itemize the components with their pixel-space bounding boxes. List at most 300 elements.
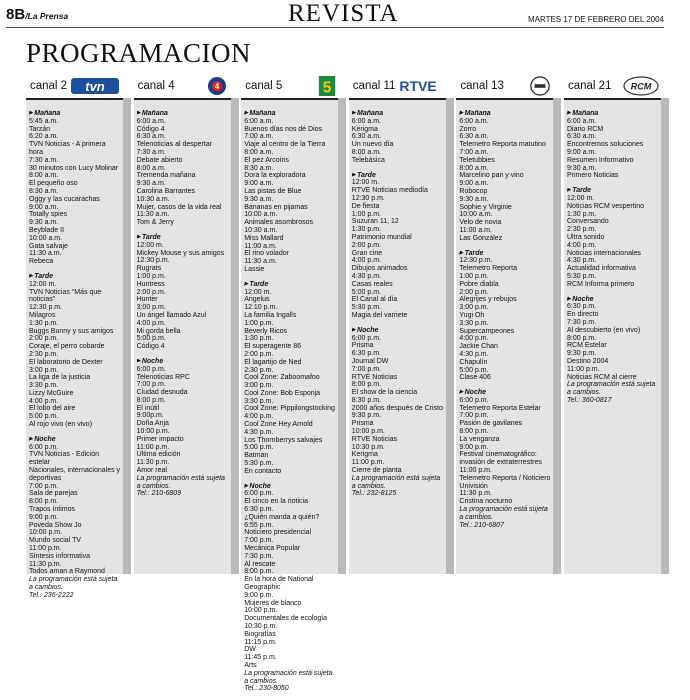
- schedule-line: 7:00 p.m.: [136, 381, 166, 389]
- schedule-line: 8:00 p.m.: [136, 396, 166, 404]
- schedule-line: 6:30 p.m.: [351, 350, 381, 358]
- schedule-line: 12:00 m.: [29, 280, 57, 288]
- schedule-line: 9:00 p.m.: [29, 513, 59, 521]
- schedule-line: Magia del varriete: [351, 311, 408, 319]
- time-block: [137, 234, 229, 351]
- schedule-line: 6:30 a.m.: [567, 133, 597, 141]
- channel-phone: Tel.: 360-0817: [567, 396, 612, 404]
- schedule-line: Documentales de ecología: [244, 615, 328, 623]
- schedule-line: Jackie Chan: [459, 343, 498, 351]
- schedule-line: 3:30 p.m.: [29, 382, 59, 390]
- schedule-line: 5:00 p.m.: [244, 444, 274, 452]
- schedule-line: Casas reales: [351, 280, 393, 288]
- schedule-line: Al descubierto (en vivo): [567, 326, 641, 334]
- schedule-line: Amor real: [136, 467, 167, 475]
- time-block: [459, 389, 551, 529]
- schedule-line: Beverly Ricos: [244, 327, 287, 335]
- schedule-line: 11:00 a.m.: [459, 226, 492, 234]
- block-title: ▶ Noche: [459, 389, 551, 397]
- schedule-line: Actualidad informativa: [567, 265, 636, 273]
- schedule-line: 30 minutos con Lucy Molinar: [29, 164, 119, 172]
- schedule-line: 9:00 a.m.: [459, 180, 489, 188]
- schedule-line: Telenoticias al despertar: [136, 141, 213, 149]
- page-number: [6, 6, 68, 23]
- schedule-line: El laboratorio de Dexter: [29, 358, 103, 366]
- schedule-line: Las González: [459, 234, 503, 242]
- schedule-line: 4:00 p.m.: [459, 335, 489, 343]
- schedule-line: Kerigma: [351, 451, 378, 459]
- schedule-line: 11:00 p.m.: [29, 545, 62, 553]
- column-gutter: [661, 98, 669, 574]
- channel-header: [456, 74, 553, 100]
- schedule-line: Noticias RCM al cierre: [567, 373, 637, 381]
- block-title: ▶ Tarde: [29, 273, 121, 281]
- schedule-line: 2:30 p.m.: [244, 366, 274, 374]
- schedule-line: 4:00 p.m.: [567, 241, 597, 249]
- channel-phone: Tel.: 210-6809: [136, 490, 182, 498]
- schedule-line: RTVE Noticias: [351, 373, 398, 381]
- schedule-line: Telemetro Reporta Estelar: [459, 404, 541, 412]
- schedule-line: Festival cinematográfico: invasión de extraterrestres: [459, 451, 542, 467]
- channel-name: canal 2: [30, 80, 68, 92]
- schedule-line: Cool Zone: Zaboomafoo: [244, 374, 320, 382]
- schedule-line: 6:30 p.m.: [567, 303, 597, 311]
- block-title: ▶ Mañana: [567, 110, 659, 118]
- schedule-line: Oggy y las cucarachas: [29, 195, 100, 203]
- schedule-note: La programación está sujeta a cambios.: [136, 474, 225, 490]
- time-block: [244, 110, 336, 274]
- schedule-line: 5:30 p.m.: [567, 272, 597, 280]
- schedule-line: 10:30 a.m.: [136, 195, 170, 203]
- schedule-line: Telemetro Reporta: [459, 265, 517, 273]
- schedule-line: Mickey Mouse y sus amigos: [136, 249, 225, 257]
- schedule-line: 11:00 p.m.: [567, 365, 600, 373]
- schedule-line: 8:00 p.m.: [351, 381, 381, 389]
- schedule-list: [352, 110, 444, 505]
- schedule-line: Journal DW: [351, 357, 389, 365]
- schedule-line: RTVE Noticias: [351, 435, 398, 443]
- schedule-line: 12:00 m.: [136, 241, 164, 249]
- channel-header: [134, 74, 231, 100]
- channel-name: canal 4: [137, 80, 175, 92]
- schedule-line: Zorro: [459, 125, 477, 133]
- schedule-line: 9:00 p.m.: [459, 443, 489, 451]
- schedule-line: Destino 2004: [567, 357, 609, 365]
- schedule-line: El lobo del aire: [29, 405, 76, 413]
- schedule-line: 10:00 a.m.: [459, 211, 493, 219]
- schedule-line: 6:00 p.m.: [244, 490, 274, 498]
- schedule-line: Mi gorda bella: [136, 327, 181, 335]
- schedule-line: Pobre diabla: [459, 280, 499, 288]
- schedule-line: Viaje al centro de la Tierra: [244, 141, 326, 149]
- schedule-line: 11:30 p.m.: [29, 560, 62, 568]
- channel-header: [564, 74, 661, 100]
- schedule-line: 8:00 a.m.: [29, 172, 59, 180]
- schedule-line: Buggs Bunny y sus amigos: [29, 327, 114, 335]
- schedule-line: La liga de la justicia: [29, 374, 91, 382]
- schedule-note: La programación está sujeta a cambios.: [459, 506, 548, 521]
- schedule-line: Tremenda mañana: [136, 172, 196, 180]
- schedule-line: Código 4: [136, 125, 165, 133]
- column-gutter: [231, 98, 239, 574]
- schedule-line: Teletubbies: [459, 156, 495, 164]
- channel-column: [349, 74, 446, 574]
- schedule-line: 4:00 p.m.: [244, 413, 274, 421]
- schedule-line: Nacionales, internacionales y deportivas: [29, 467, 121, 482]
- schedule-line: 11:45 p.m.: [244, 654, 277, 662]
- schedule-line: Cool Zone: Bob Esponja: [244, 389, 321, 397]
- schedule-line: 6:00 a.m.: [567, 117, 597, 125]
- schedule-line: Sala de parejas: [29, 490, 78, 498]
- svg-text:RTVE: RTVE: [399, 78, 437, 94]
- channel-name: canal 13: [460, 80, 504, 92]
- schedule-list: [244, 110, 336, 700]
- schedule-line: 9:30 a.m.: [136, 180, 166, 188]
- schedule-line: Telenoticias RPC: [136, 373, 190, 381]
- channel-column: [134, 74, 231, 574]
- schedule-line: Dibujos animados: [351, 265, 408, 273]
- schedule-line: Robocop: [459, 187, 488, 195]
- time-block: [567, 110, 659, 180]
- schedule-line: 11:15 p.m.: [244, 638, 277, 646]
- schedule-list: [29, 110, 121, 607]
- schedule-line: 4:00 p.m.: [351, 257, 381, 265]
- channel-column: [26, 74, 123, 599]
- schedule-line: Cool Zone: Pippilongstocking: [244, 405, 335, 413]
- schedule-line: 12:30 p.m.: [29, 304, 63, 312]
- schedule-line: 2000 años después de Cristo: [351, 404, 443, 412]
- schedule-line: 2:00 p.m.: [351, 241, 381, 249]
- schedule-line: En contacto: [244, 467, 282, 475]
- schedule-line: 12:30 p.m.: [351, 194, 385, 202]
- schedule-line: Resumen Informativo: [567, 156, 634, 164]
- time-block: [244, 483, 336, 694]
- schedule-line: Angelus: [244, 296, 270, 304]
- schedule-line: 9:00 p.m.: [244, 591, 274, 599]
- channel-phone: Tel.: 236-2222: [29, 591, 74, 599]
- schedule-line: 4:30 p.m.: [351, 272, 381, 280]
- schedule-line: 2:30 p.m.: [567, 226, 597, 234]
- schedule-line: 4:30 p.m.: [567, 257, 597, 265]
- schedule-line: 3:00 p.m.: [136, 304, 166, 312]
- schedule-line: 5:00 p.m.: [459, 366, 489, 374]
- schedule-line: Arts: [244, 661, 257, 669]
- block-title: ▶ Noche: [244, 483, 336, 491]
- schedule-line: 9:00 a.m.: [567, 148, 597, 156]
- svg-text:5: 5: [322, 79, 332, 96]
- schedule-line: 8:00 a.m.: [136, 164, 166, 172]
- schedule-line: DW: [244, 646, 256, 654]
- channel-header: [241, 74, 338, 100]
- schedule-line: 8:00 p.m.: [459, 428, 489, 436]
- schedule-line: El show de la ciencia: [351, 389, 418, 397]
- schedule-line: Telemetro Reporta / Noticiero Univisión: [459, 474, 551, 490]
- schedule-line: Lassie: [244, 265, 265, 273]
- schedule-line: 9:30 a.m.: [567, 164, 597, 172]
- schedule-line: El inútil: [136, 404, 160, 412]
- schedule-line: Suzuran 11, 12: [351, 218, 399, 226]
- schedule-line: Noticias RCM vespertino: [567, 202, 645, 210]
- schedule-line: RTVE Noticias mediodía: [351, 187, 428, 195]
- schedule-line: 6:30 a.m.: [136, 133, 166, 141]
- schedule-line: 3:30 p.m.: [244, 397, 274, 405]
- schedule-line: Sophie y Virginie: [459, 203, 512, 211]
- page-label: 8B: [6, 6, 26, 23]
- schedule-line: Velo de novia: [459, 219, 502, 227]
- schedule-line: 1:30 p.m.: [244, 335, 274, 343]
- schedule-line: Mundo social TV: [29, 537, 82, 545]
- schedule-line: 9:30 a.m.: [29, 219, 59, 227]
- schedule-line: Primero Noticias: [567, 172, 619, 180]
- schedule-line: 8:00 p.m.: [244, 568, 274, 576]
- schedule-line: 7:00 a.m.: [244, 133, 274, 141]
- schedule-line: 8:30 a.m.: [244, 164, 274, 172]
- schedule-line: Mujer, casos de la vida real: [136, 203, 222, 211]
- schedule-line: Noticiero presidencial: [244, 529, 312, 537]
- schedule-line: 6:00 a.m.: [351, 117, 381, 125]
- schedule-line: 8:00 a.m.: [459, 164, 489, 172]
- time-block: [137, 110, 229, 227]
- time-block: [244, 281, 336, 476]
- schedule-line: Todos aman a Raymond: [29, 568, 105, 576]
- channel-name: canal 5: [245, 80, 283, 92]
- schedule-line: 5:00 p.m.: [29, 413, 59, 421]
- schedule-line: Mujeres de blanco: [244, 599, 302, 607]
- schedule-line: Hunter: [136, 296, 158, 304]
- schedule-line: TVN Noticias - Edición estelar: [29, 451, 100, 467]
- schedule-line: 10:00 p.m.: [136, 428, 170, 436]
- schedule-line: Telebásica: [351, 156, 385, 164]
- svg-text:tvn: tvn: [85, 79, 105, 94]
- schedule-line: 6:00 p.m.: [351, 334, 381, 342]
- block-title: ▶ Mañana: [29, 110, 121, 118]
- block-title: ▶ Noche: [137, 358, 229, 366]
- svg-text:4: 4: [214, 82, 219, 91]
- schedule-line: De fiesta: [351, 202, 380, 210]
- time-block: [352, 110, 444, 165]
- block-title: ▶ Tarde: [244, 281, 336, 289]
- schedule-line: Miss Mallard: [244, 234, 284, 242]
- schedule-line: 5:30 p.m.: [351, 304, 381, 312]
- schedule-line: Pasión de gavilanes: [459, 420, 523, 428]
- schedule-line: Milagros: [29, 311, 56, 319]
- schedule-line: 6:00 p.m.: [459, 396, 489, 404]
- schedule-line: 10:30 a.m.: [244, 226, 278, 234]
- channel-name: canal 21: [568, 80, 612, 92]
- schedule-line: 2:30 p.m.: [29, 350, 59, 358]
- schedule-line: Rebeca: [29, 258, 54, 266]
- schedule-line: 8:00 p.m.: [29, 498, 59, 506]
- schedule-line: 2:00 p.m.: [29, 335, 59, 343]
- schedule-line: 3:00 p.m.: [29, 366, 59, 374]
- channel-column: [564, 74, 661, 574]
- schedule-line: 4:00 p.m.: [136, 319, 166, 327]
- schedule-line: 1:00 p.m.: [351, 210, 381, 218]
- schedule-line: Ultima edición: [136, 451, 181, 459]
- schedule-line: Marcelino pan y vino: [459, 172, 524, 180]
- column-gutter: [553, 98, 561, 574]
- schedule-line: 5:00 p.m.: [351, 288, 381, 296]
- schedule-line: 9:00 a.m.: [244, 180, 274, 188]
- schedule-line: 6:00 a.m.: [244, 117, 274, 125]
- schedule-line: 5:30 p.m.: [244, 460, 274, 468]
- channel-column: [241, 74, 338, 693]
- schedule-line: 1:00 p.m.: [459, 272, 489, 280]
- schedule-line: 8:30 a.m.: [29, 187, 59, 195]
- schedule-line: 3:30 p.m.: [459, 319, 489, 327]
- column-gutter: [123, 98, 131, 574]
- schedule-line: Kerigma: [351, 125, 378, 133]
- block-title: ▶ Tarde: [137, 234, 229, 242]
- schedule-note: La programación está sujeta a cambios.: [244, 669, 333, 685]
- schedule-line: Primer impacto: [136, 435, 184, 443]
- schedule-line: 11:00 p.m.: [351, 459, 385, 467]
- schedule-line: 6:00 a.m.: [136, 117, 166, 125]
- schedule-line: Tarzán: [29, 125, 51, 133]
- schedule-line: 11:30 a.m.: [136, 211, 170, 219]
- schedule-list: [459, 110, 551, 536]
- schedule-line: Debate abierto: [136, 156, 183, 164]
- schedule-line: 5:00 p.m.: [136, 335, 166, 343]
- schedule-line: 5:45 a.m.: [29, 117, 59, 125]
- schedule-line: Rugrats: [136, 265, 162, 273]
- schedule-line: 6:00 p.m.: [136, 365, 166, 373]
- time-block: [29, 110, 121, 266]
- schedule-line: 6:30 a.m.: [351, 133, 381, 141]
- schedule-line: 12:00 m.: [351, 179, 380, 187]
- channel-header: [349, 74, 446, 100]
- schedule-note: La programación está sujeta a cambios.: [29, 576, 118, 592]
- schedule-line: Prisma: [351, 420, 374, 428]
- channel-header: [26, 74, 123, 100]
- schedule-line: Chapulín: [459, 358, 488, 366]
- schedule-line: 10:00 p.m.: [351, 428, 385, 436]
- schedule-line: 4:00 p.m.: [29, 397, 59, 405]
- schedule-line: Ciudad desnuda: [136, 389, 188, 397]
- schedule-line: TVN Noticias "Más que noticias": [29, 288, 102, 304]
- schedule-line: Código 4: [136, 343, 165, 351]
- schedule-line: 1:00 p.m.: [244, 319, 274, 327]
- schedule-line: 12:30 p.m.: [136, 257, 170, 265]
- block-title: ▶ Mañana: [459, 110, 551, 118]
- schedule-line: Trapos íntimos: [29, 506, 76, 514]
- block-title: ▶ Tarde: [567, 187, 659, 195]
- schedule-line: Carolina Barrantes: [136, 187, 195, 195]
- schedule-line: 12:00 m.: [567, 194, 595, 202]
- schedule-line: 7:00 p.m.: [244, 537, 274, 545]
- schedule-line: 1:00 p.m.: [136, 272, 166, 280]
- schedule-line: Al rojo vivo (en vivo): [29, 421, 93, 429]
- schedule-line: 11:30 p.m.: [459, 490, 492, 498]
- time-block: [352, 327, 444, 499]
- schedule-line: Diario RCM: [567, 125, 604, 133]
- schedule-line: Yugi Oh: [459, 311, 485, 319]
- schedule-line: 4:30 p.m.: [459, 350, 489, 358]
- schedule-line: Batman: [244, 452, 269, 460]
- schedule-line: Supercampeones: [459, 327, 515, 335]
- schedule-line: La venganza: [459, 435, 500, 443]
- schedule-line: Conversando: [567, 218, 609, 226]
- schedule-line: Coraje, el perro cobarde: [29, 343, 105, 351]
- schedule-line: Buenos días nos dé Dios: [244, 125, 323, 133]
- paper-name: /La Prensa: [25, 11, 69, 21]
- schedule-note: La programación está sujeta a cambios.: [351, 474, 441, 490]
- schedule-line: 12:30 p.m.: [459, 257, 493, 265]
- schedule-line: 6:55 p.m.: [244, 521, 274, 529]
- schedule-line: El Canal al día: [351, 296, 398, 304]
- schedule-line: El lagartijo de Ned: [244, 358, 302, 366]
- schedule-line: 2:00 p.m.: [136, 288, 166, 296]
- schedule-line: El superagente 86: [244, 343, 302, 351]
- schedule-line: 6:30 p.m.: [244, 506, 274, 514]
- channel-phone: Tel.: 210-6807: [459, 521, 504, 529]
- schedule-line: Clase 406: [459, 374, 491, 382]
- schedule-line: 11:30 p.m.: [136, 459, 170, 467]
- channel-phone: Tel.: 230-8050: [244, 685, 289, 693]
- schedule-line: 9:30 p.m.: [351, 412, 381, 420]
- schedule-line: 6:00 a.m.: [459, 117, 489, 125]
- schedule-line: Huntress: [136, 280, 165, 288]
- schedule-line: 7:30 a.m.: [136, 148, 166, 156]
- schedule-line: El cinco en la noticia: [244, 498, 309, 506]
- schedule-line: 11:00 p.m.: [136, 443, 170, 451]
- schedule-note: La programación está sujeta a cambios.: [567, 381, 656, 397]
- schedule-grid: [26, 74, 666, 693]
- schedule-line: Patrimonio mundial: [351, 233, 412, 241]
- schedule-line: 10:00 a.m.: [244, 211, 278, 219]
- block-title: ▶ Tarde: [352, 172, 444, 180]
- schedule-line: 8:00 a.m.: [244, 148, 274, 156]
- schedule-line: Gran cine: [351, 249, 383, 257]
- masthead: [0, 0, 690, 28]
- channel-phone: Tel.: 232-8125: [351, 490, 397, 498]
- schedule-line: 12:10 p.m.: [244, 304, 278, 312]
- time-block: [29, 273, 121, 429]
- block-title: ▶ Mañana: [352, 110, 444, 118]
- schedule-line: 3:00 p.m.: [459, 304, 489, 312]
- schedule-line: En directo: [567, 311, 599, 319]
- schedule-line: Síntesis informativa: [29, 552, 91, 560]
- schedule-line: 11:30 a.m.: [244, 258, 277, 266]
- schedule-line: Cristina nocturno: [459, 498, 513, 506]
- schedule-line: 10:00 p.m.: [244, 607, 278, 615]
- time-block: [29, 436, 121, 600]
- schedule-line: Biografías: [244, 630, 276, 638]
- schedule-line: Noticias internacionales: [567, 249, 641, 257]
- schedule-line: 4:30 p.m.: [244, 428, 274, 436]
- schedule-line: RCM Informa primero: [567, 280, 635, 288]
- schedule-line: La familia Ingalls: [244, 311, 297, 319]
- schedule-line: 10:00 a.m.: [29, 234, 63, 242]
- schedule-line: 11:00 p.m.: [459, 467, 492, 475]
- schedule-line: 6:20 a.m.: [29, 133, 59, 141]
- section-name: REVISTA: [288, 0, 399, 27]
- schedule-line: Gata salvaje: [29, 242, 68, 250]
- time-block: [567, 296, 659, 405]
- schedule-line: 9:00p.m.: [136, 412, 164, 420]
- schedule-line: 9:30 a.m.: [244, 195, 274, 203]
- schedule-list: [567, 110, 659, 412]
- schedule-line: 8:30 p.m.: [351, 396, 381, 404]
- schedule-line: TVN Noticias - A primera hora: [29, 141, 106, 156]
- schedule-line: 7:00 p.m.: [459, 412, 489, 420]
- schedule-line: Bananas en pijamas: [244, 203, 308, 211]
- schedule-line: Animales asombrosos: [244, 219, 314, 227]
- schedule-line: Los Thornberrys salvajes: [244, 436, 323, 444]
- schedule-line: Ultra sonido: [567, 233, 605, 241]
- schedule-line: 9:30 a.m.: [459, 195, 489, 203]
- schedule-line: Alegrijes y rebujos: [459, 296, 517, 304]
